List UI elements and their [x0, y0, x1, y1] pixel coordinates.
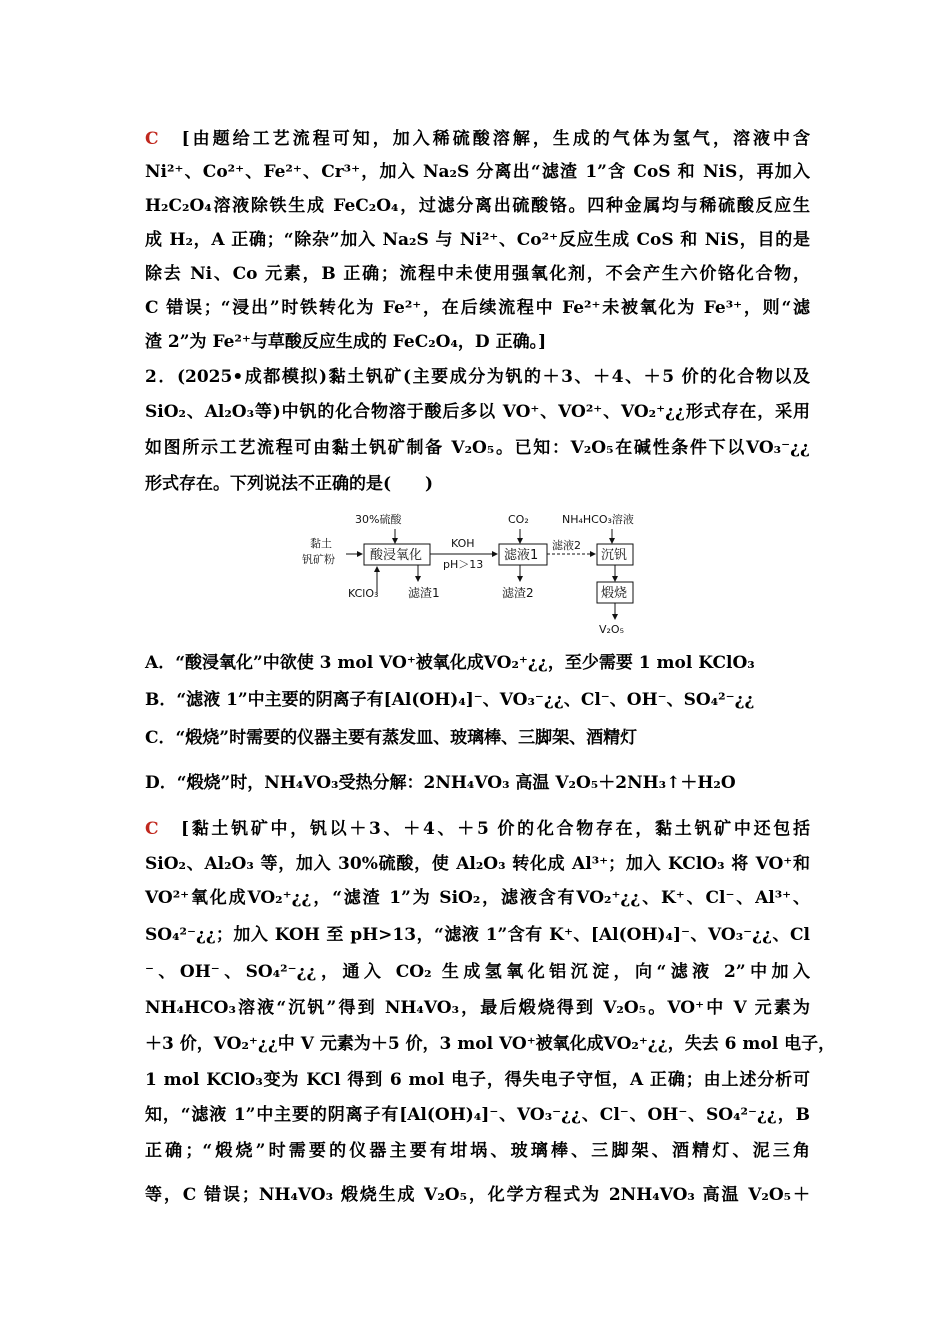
answer2-line-11: 等，C 错误；NH₄VO₃ 煅烧生成 V₂O₅，化学方程式为 2NH₄VO₃ 高温 V₂O₅＋ [145, 1185, 810, 1205]
answer1-line-3: H₂C₂O₄溶液除铁生成 FeC₂O₄，过滤分离出硫酸铬。四种金属均与稀硫酸反应生 [145, 196, 810, 216]
answer2-line-3: VO²⁺氧化成VO₂⁺¿¿，“滤渣 1”为 SiO₂，滤液含有VO₂⁺¿¿、K⁺、Cl⁻、Al³⁺、 [145, 888, 810, 908]
answer2-line-9: 知，“滤液 1”中主要的阴离子有[Al(OH)₄]⁻、VO₃⁻¿¿、Cl⁻、OH⁻、SO₄²⁻¿¿，B [145, 1105, 810, 1125]
answer2-line-4: SO₄²⁻¿¿；加入 KOH 至 pH>13，“滤液 1”含有 K⁺、[Al(OH)₄]⁻、VO₃⁻¿¿、Cl [145, 925, 810, 945]
question2-line-1: 2．(2025•成都模拟)黏土钒矿(主要成分为钒的＋3、＋4、＋5 价的化合物以及 [145, 367, 810, 387]
option-b: B．“滤液 1”中主要的阴离子有[Al(OH)₄]⁻、VO₃⁻¿¿、Cl⁻、OH⁻、SO₄²⁻¿¿ [145, 690, 755, 710]
answer1-line-7: 渣 2”为 Fe²⁺与草酸反应生成的 FeC₂O₄，D 正确。] [145, 332, 547, 352]
filtrate2-label: 滤液2 [552, 539, 581, 552]
answer1-letter: C [145, 129, 159, 149]
residue1-label: 滤渣1 [408, 586, 440, 600]
answer1-line-1: C [由题给工艺流程可知，加入稀硫酸溶解，生成的气体为氢气，溶液中含 [145, 129, 811, 149]
answer2-line-7: ＋3 价，VO₂⁺¿¿中 V 元素为＋5 价，3 mol VO⁺被氧化成VO₂⁺¿¿，失去 6 mol 电子， [145, 1034, 836, 1054]
process-flowchart [300, 505, 670, 640]
answer1-line-5: 除去 Ni、Co 元素，B 正确；流程中未使用强氧化剂，不会产生六价铬化合物， [145, 264, 810, 284]
answer1-line-6: C 错误；“浸出”时铁转化为 Fe²⁺，在后续流程中 Fe²⁺未被氧化为 Fe³⁺，则“滤 [145, 298, 810, 318]
option-d: D．“煅烧”时，NH₄VO₃受热分解：2NH₄VO₃ 高温 V₂O₅＋2NH₃↑＋H₂O [145, 773, 736, 793]
answer2-line-6: NH₄HCO₃溶液“沉钒”得到 NH₄VO₃，最后煅烧得到 V₂O₅。VO⁺中 V 元素为 [145, 998, 810, 1018]
answer2-line-1: C [黏土钒矿中，钒以＋3、＋4、＋5 价的化合物存在，黏土钒矿中还包括 [145, 819, 811, 839]
ph-label: pH＞13 [443, 558, 484, 571]
option-a: A．“酸浸氧化”中欲使 3 mol VO⁺被氧化成VO₂⁺¿¿，至少需要 1 mol KClO₃ [145, 653, 755, 673]
answer2-line-10: 正确；“煅烧”时需要的仪器主要有坩埚、玻璃棒、三脚架、酒精灯、泥三角 [145, 1141, 810, 1161]
oxidant-label: KClO₃ [348, 587, 379, 600]
box-calcine-label: 煅烧 [601, 586, 628, 601]
answer2-line-2: SiO₂、Al₂O₃ 等，加入 30%硫酸，使 Al₂O₃ 转化成 Al³⁺；加入 KClO₃ 将 VO⁺和 [145, 854, 810, 874]
answer2-letter: C [145, 819, 159, 839]
product-label: V₂O₅ [599, 623, 625, 636]
answer1-line-2: Ni²⁺、Co²⁺、Fe²⁺、Cr³⁺，加入 Na₂S 分离出“滤渣 1”含 CoS 和 NiS，再加入 [145, 162, 810, 182]
residue2-label: 滤渣2 [502, 586, 534, 600]
co2-label: CO₂ [508, 513, 529, 526]
answer2-line-8: 1 mol KClO₃变为 KCl 得到 6 mol 电子，得失电子守恒，A 正确；由上述分析可 [145, 1070, 810, 1090]
box-filtrate1-label: 滤液1 [504, 548, 539, 563]
answer1-line-4: 成 H₂，A 正确；“除杂”加入 Na₂S 与 Ni²⁺、Co²⁺反应生成 CoS 和 NiS，目的是 [145, 230, 810, 250]
ore-label-1: 黏土 [310, 537, 332, 550]
koh-label: KOH [451, 537, 475, 550]
question2-line-4: 形式存在。下列说法不正确的是( ) [145, 474, 434, 494]
box-precipitate-label: 沉钒 [601, 548, 628, 563]
nh4hco3-label: NH₄HCO₃溶液 [562, 513, 634, 526]
option-c: C．“煅烧”时需要的仪器主要有蒸发皿、玻璃棒、三脚架、酒精灯 [145, 728, 638, 748]
question2-line-2: SiO₂、Al₂O₃等)中钒的化合物溶于酸后多以 VO⁺、VO²⁺、VO₂⁺¿¿形式存在，采用 [145, 402, 810, 422]
box-acid-leach-label: 酸浸氧化 [370, 548, 423, 563]
question2-line-3: 如图所示工艺流程可由黏土钒矿制备 V₂O₅。已知：V₂O₅在碱性条件下以VO₃⁻¿¿ [145, 438, 810, 458]
reagent-acid-label: 30%硫酸 [355, 513, 402, 526]
answer2-line-5: ⁻、OH⁻、SO₄²⁻¿¿，通入 CO₂ 生成氢氧化铝沉淀，向“滤液 2”中加入 [145, 962, 810, 982]
ore-label-2: 钒矿粉 [302, 553, 335, 566]
